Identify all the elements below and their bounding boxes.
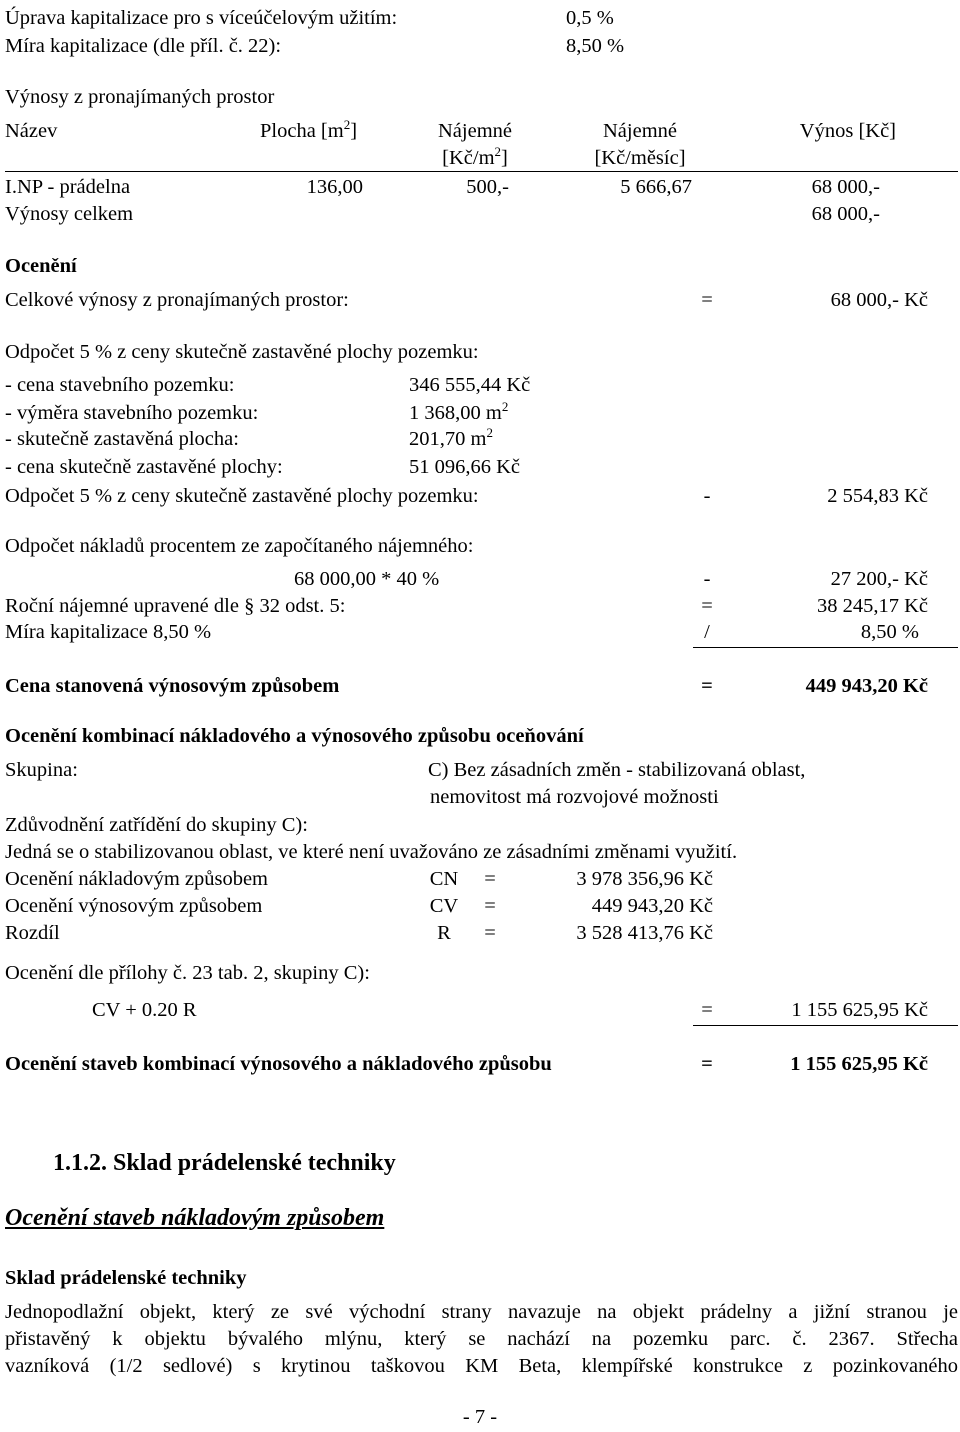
income-price-label: Cena stanovená výnosovým způsobem	[5, 675, 340, 697]
r-code: R	[437, 922, 451, 944]
row-area: 136,00	[306, 176, 363, 198]
adjusted-rent-label: Roční nájemné upravené dle § 32 odst. 5:	[5, 595, 346, 617]
costs-op: -	[703, 568, 711, 590]
item-value-2: 201,70 $m^2$	[409, 425, 493, 450]
table-header-rule	[5, 171, 958, 172]
section-heading: 1.1.2. Sklad prádelenské techniky	[53, 1150, 396, 1176]
division-rule	[693, 647, 958, 648]
cap-rate-row-label: Míra kapitalizace 8,50 %	[5, 621, 212, 643]
reason-label: Zdůvodnění zatřídění do skupiny C):	[5, 814, 308, 836]
item-value-1: 1 368,00 $m^2$	[409, 399, 509, 424]
object-title: Sklad prádelenské techniky	[5, 1267, 247, 1289]
cv-label: Ocenění výnosovým způsobem	[5, 895, 263, 917]
reason-text: Jedná se o stabilizovanou oblast, ve které není uvažováno ze zásadními změnami využití.	[5, 841, 738, 863]
final-op: =	[701, 1053, 713, 1075]
income-total-label: Výnosy celkem	[5, 203, 134, 225]
adjusted-rent-op: =	[701, 595, 713, 617]
item-label-0: - cena stavebního pozemku:	[5, 374, 235, 396]
cv-op: =	[484, 895, 496, 917]
paragraph-line-1: Jednopodlažní objekt, který ze své východní strany navazuje na objekt prádelny a jižní stranou je	[5, 1301, 958, 1323]
group-value-line2: nemovitost má rozvojové možnosti	[430, 786, 719, 808]
row-name: I.NP - prádelna	[5, 176, 131, 198]
col-header-rent-monthly-a: Nájemné	[603, 120, 677, 142]
section-subheading: Ocenění staveb nákladovým způsobem	[5, 1205, 385, 1231]
group-value-line1: C) Bez zásadních změn - stabilizovaná oblast,	[428, 759, 806, 781]
r-value: 3 528 413,76 Kč	[576, 922, 713, 944]
appendix-label: Ocenění dle přílohy č. 23 tab. 2, skupiny C):	[5, 962, 370, 984]
final-value: 1 155 625,95 Kč	[790, 1053, 928, 1075]
group-label: Skupina:	[5, 759, 78, 781]
formula-rule	[693, 1025, 958, 1026]
cn-op: =	[484, 868, 496, 890]
r-label: Rozdíl	[5, 922, 60, 944]
col-header-rent-per-m2-a: Nájemné	[438, 120, 512, 142]
total-income-value: 68 000,- Kč	[830, 289, 928, 311]
item-label-1: - výměra stavebního pozemku:	[5, 402, 259, 424]
combined-formula-op: =	[701, 999, 713, 1021]
paragraph-line-2: přistavěný k objektu bývalého mlýnu, který se nachází na pozemku parc. č. 2367. Střecha	[5, 1328, 958, 1350]
page-number: - 7 -	[462, 1406, 498, 1428]
combined-formula-value: 1 155 625,95 Kč	[791, 999, 928, 1021]
row-rent-per-m2: 500,-	[466, 176, 509, 198]
costs-formula: 68 000,00 * 40 %	[294, 568, 440, 590]
item-label-3: - cena skutečně zastavěné plochy:	[5, 456, 283, 478]
r-op: =	[484, 922, 496, 944]
income-total-value: 68 000,-	[811, 203, 880, 225]
costs-title: Odpočet nákladů procentem ze započítaného nájemného:	[5, 535, 474, 557]
col-header-yield: Výnos [Kč]	[799, 120, 896, 142]
col-header-rent-monthly-b: [Kč/měsíc]	[594, 147, 686, 169]
cap-rate-row-value: 8,50 %	[860, 621, 919, 643]
col-header-rent-per-m2-b: $[Kč/m^2]$	[442, 144, 508, 169]
paragraph-line-3: vazníková (1/2 sedlové) s krytinou taškovou KM Beta, klempířské konstrukce z pozinkovaného	[5, 1355, 958, 1377]
adjusted-rent-value: 38 245,17 Kč	[816, 595, 928, 617]
cap-rate-label: Míra kapitalizace (dle příl. č. 22):	[5, 35, 282, 57]
col-header-name: Název	[5, 120, 58, 142]
total-income-op: =	[701, 289, 713, 311]
total-income-label: Celkové výnosy z pronajímaných prostor:	[5, 289, 349, 311]
cap-rate-value: 8,50 %	[566, 35, 625, 57]
final-label: Ocenění staveb kombinací výnosového a nákladového způsobu	[5, 1053, 552, 1075]
income-price-op: =	[701, 675, 713, 697]
cap-rate-row-op: /	[704, 621, 710, 643]
deduction-label: Odpočet 5 % z ceny skutečně zastavěné plochy pozemku:	[5, 485, 479, 507]
deduction-title: Odpočet 5 % z ceny skutečně zastavěné plochy pozemku:	[5, 341, 479, 363]
cn-value: 3 978 356,96 Kč	[576, 868, 713, 890]
adjustment-value: 0,5 %	[566, 7, 614, 29]
deduction-op: -	[703, 485, 711, 507]
adjustment-label: Úprava kapitalizace pro s víceúčelovým užitím:	[5, 7, 398, 29]
item-value-0: 346 555,44 Kč	[409, 374, 531, 396]
col-header-area: Plocha $[m^2]$	[260, 117, 358, 142]
income-price-value: 449 943,20 Kč	[805, 675, 928, 697]
row-yield: 68 000,-	[811, 176, 880, 198]
deduction-value: 2 554,83 Kč	[827, 485, 928, 507]
item-value-3: 51 096,66 Kč	[409, 456, 521, 478]
cn-label: Ocenění nákladovým způsobem	[5, 868, 269, 890]
combined-title: Ocenění kombinací nákladového a výnosového způsobu oceňování	[5, 725, 584, 747]
cv-value: 449 943,20 Kč	[591, 895, 713, 917]
item-label-2: - skutečně zastavěná plocha:	[5, 428, 239, 450]
income-title: Výnosy z pronajímaných prostor	[5, 86, 275, 108]
row-rent-monthly: 5 666,67	[620, 176, 692, 198]
combined-formula: CV + 0.20 R	[92, 999, 197, 1021]
costs-value: 27 200,- Kč	[830, 568, 928, 590]
valuation-title: Ocenění	[5, 255, 77, 277]
cn-code: CN	[429, 868, 459, 890]
cv-code: CV	[429, 895, 459, 917]
